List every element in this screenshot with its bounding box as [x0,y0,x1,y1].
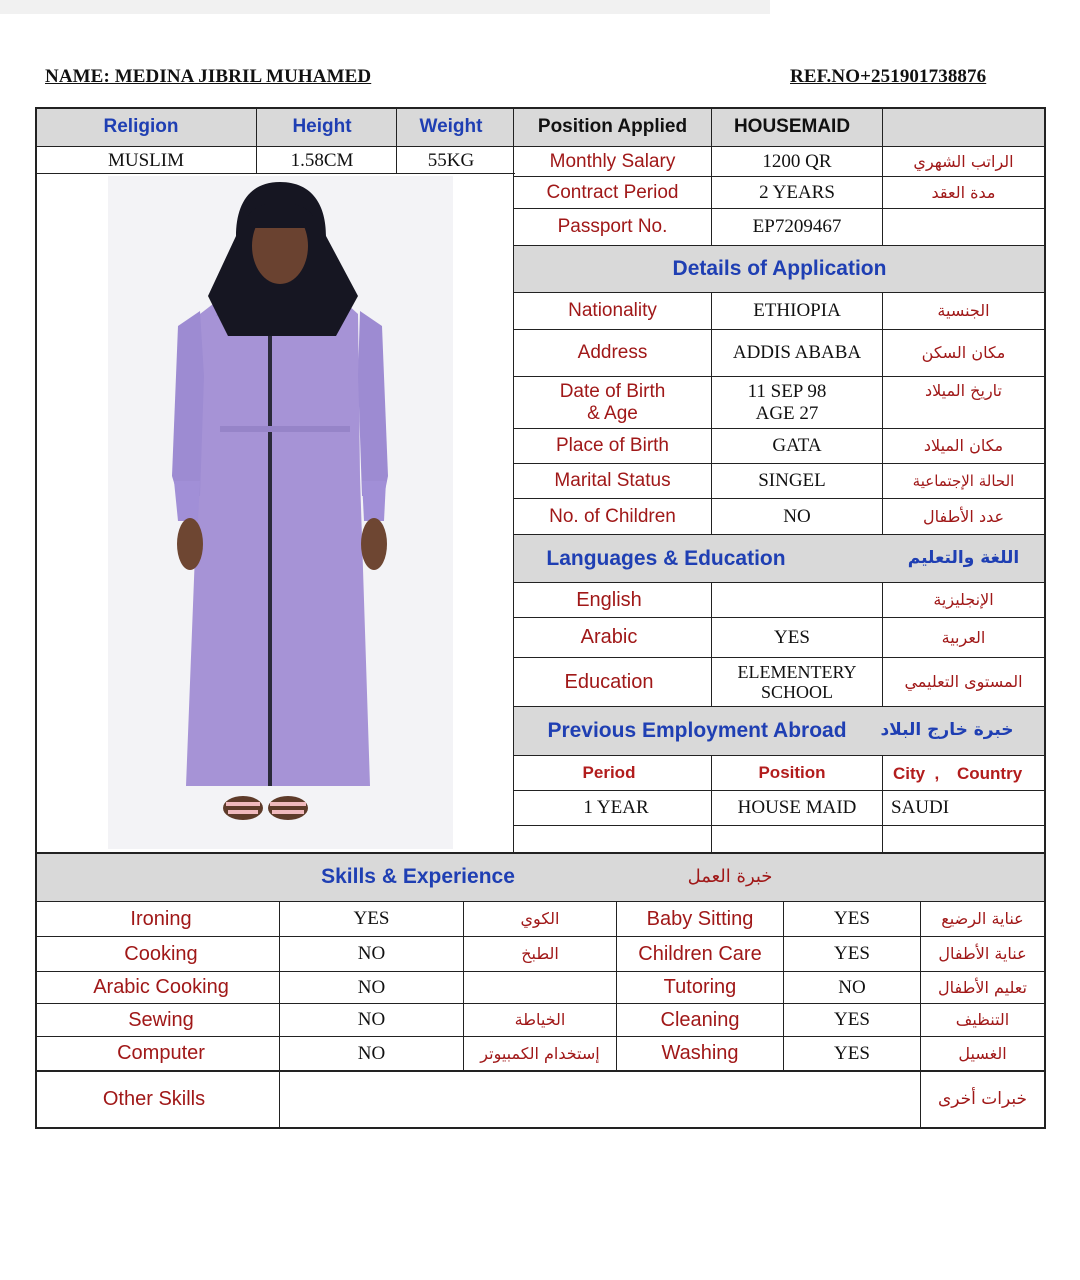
skill-arabic: الطبخ [521,944,559,964]
skill-value: YES [834,908,870,930]
skill-value: YES [834,1042,870,1064]
skill-arabic: إستخدام الكمبيوتر [480,1043,600,1063]
marital-label: Marital Status [554,470,671,492]
other-skills-label: Other Skills [102,1088,206,1111]
nationality-value: ETHIOPIA [753,300,841,322]
marital-value: SINGEL [758,470,826,492]
col-city: City , [893,764,940,783]
english-label: English [576,588,642,611]
skills-title: Skills & Experience [321,865,515,889]
address-value: ADDIS ABABA [732,342,862,364]
arabic-label: Arabic [580,626,638,649]
skill-value: NO [357,1042,386,1064]
skill-label: Washing [661,1042,739,1065]
contract-value: 2 YEARS [759,181,835,203]
skill-arabic: تعليم الأطفال [938,977,1027,997]
other-skills-arabic: خبرات أخرى [937,1088,1028,1109]
skills-title-arabic: خبرة العمل [687,865,773,887]
marital-arabic: الحالة الإجتماعية [912,471,1015,490]
salary-value: 1200 QR [762,150,832,172]
skill-arabic: الخياطة [514,1010,566,1030]
dob-label [514,377,711,428]
nationality-arabic: الجنسية [937,301,990,321]
employment-title: Previous Employment Abroad [547,719,847,743]
skill-value: NO [357,943,386,965]
employment-country: SAUDI [891,797,950,818]
english-arabic: الإنجليزية [933,590,994,610]
top-strip [0,0,770,14]
skill-label: Tutoring [663,976,737,999]
skill-label: Children Care [638,942,762,965]
skill-label: Sewing [128,1008,194,1031]
applicant-name: NAME: MEDINA JIBRIL MUHAMED [45,66,372,87]
col-period: Period [582,763,636,783]
skill-label: Computer [117,1042,205,1065]
religion-value: MUSLIM [107,149,184,171]
english-value [712,583,882,617]
passport-label: Passport No. [557,216,668,238]
education-arabic: المستوى التعليمي [904,672,1023,692]
skill-value: NO [357,1009,386,1031]
skill-label: Cooking [124,942,198,965]
contract-arabic: مدة العقد [931,182,996,202]
col-country: Country [957,764,1023,783]
pob-label: Place of Birth [556,435,669,457]
employment-period: 1 YEAR [583,797,649,819]
weight-label: Weight [419,116,483,138]
skill-label: Arabic Cooking [93,976,229,999]
col-position: Position [758,763,826,783]
pob-value: GATA [772,435,822,457]
dob-label-line2: & Age [587,402,638,424]
skill-arabic: الغسيل [958,1043,1007,1063]
dob-date: 11 SEP 98 [747,381,827,403]
education-line2: SCHOOL [760,682,833,702]
education-label: Education [564,670,654,693]
applicant-photo [108,176,453,849]
reference-number: REF.NO+251901738876 [790,66,987,87]
salary-arabic: الراتب الشهري [913,151,1014,171]
position-label: Position Applied [537,116,688,138]
skill-arabic: التنظيف [955,1010,1010,1030]
passport-value: EP7209467 [752,216,842,238]
height-value: 1.58CM [290,149,354,171]
employment-title-arabic: خبرة خارج البلاد [880,720,1014,741]
dob-label-line1: Date of Birth [559,381,666,403]
children-arabic: عدد الأطفال [922,506,1005,526]
dob-arabic: تاريخ الميلاد [925,381,1002,401]
skill-value: NO [357,976,386,998]
children-label: No. of Children [549,505,676,527]
arabic-value: YES [774,626,810,648]
arabic-arabic: العربية [941,627,986,647]
skill-arabic: عناية الرضيع [941,909,1024,929]
skill-value: NO [838,976,866,998]
skill-arabic: عناية الأطفال [938,944,1027,964]
nationality-label: Nationality [568,300,657,322]
age-value: AGE 27 [755,402,819,424]
skill-arabic: الكوي [520,909,560,929]
skill-arabic [464,972,616,1003]
employment-position: HOUSE MAID [737,797,857,819]
skill-value: YES [834,943,870,965]
skill-value: YES [834,1009,870,1031]
languages-title: Languages & Education [546,546,786,570]
weight-value: 55KG [427,149,475,171]
skill-label: Ironing [130,907,192,930]
address-label: Address [577,342,648,364]
skill-label: Cleaning [660,1008,740,1031]
skill-value: YES [353,908,390,930]
dob-value [712,377,862,428]
children-value: NO [783,505,811,527]
skill-label: Baby Sitting [646,907,754,930]
education-value [712,658,882,706]
address-arabic: مكان السكن [921,343,1006,363]
religion-label: Religion [103,116,179,138]
application-title: Details of Application [672,257,887,281]
position-value: HOUSEMAID [733,116,851,138]
education-line1: ELEMENTERY [737,661,857,682]
contract-label: Contract Period [546,181,679,203]
pob-arabic: مكان الميلاد [923,436,1004,456]
height-label: Height [292,116,352,138]
salary-label: Monthly Salary [549,150,676,172]
languages-title-arabic: اللغة والتعليم [907,547,1020,568]
